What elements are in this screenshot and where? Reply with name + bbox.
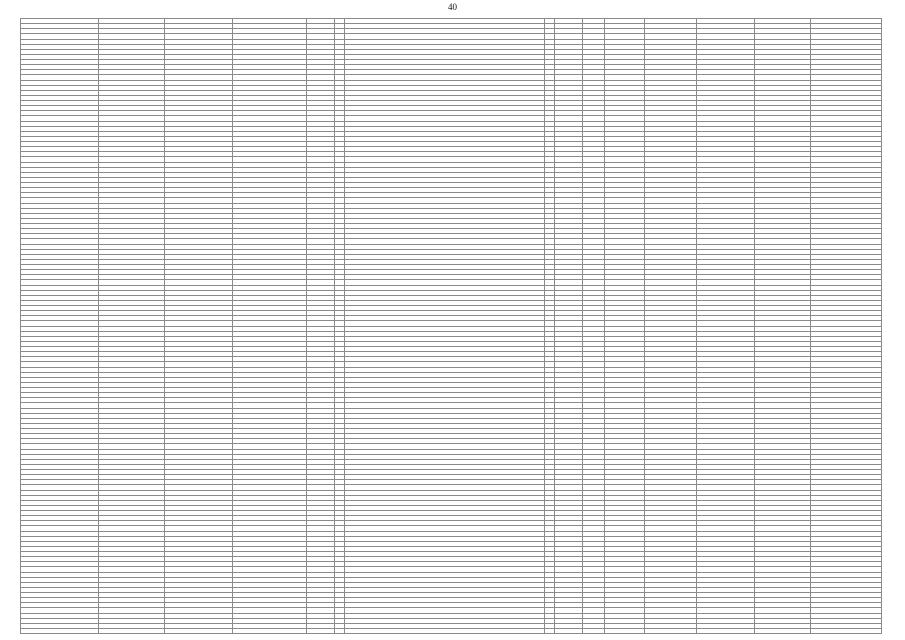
cell-col-5 (307, 628, 335, 633)
register-table (20, 18, 882, 634)
register-body (21, 19, 882, 634)
cell-col-9 (555, 628, 583, 633)
cell-col-8 (545, 628, 555, 633)
cell-col-1 (21, 628, 99, 633)
cell-col-2 (99, 628, 165, 633)
cell-col-14 (755, 628, 811, 633)
cell-col-6 (335, 628, 345, 633)
cell-col-13 (697, 628, 755, 633)
cell-col-4 (233, 628, 307, 633)
page-number: 40 (448, 2, 457, 12)
cell-col-7 (345, 628, 545, 633)
cell-col-10 (583, 628, 605, 633)
cell-col-12 (645, 628, 697, 633)
cell-col-3 (165, 628, 233, 633)
table-row (21, 628, 882, 633)
cell-col-15 (811, 628, 882, 633)
cell-col-11 (605, 628, 645, 633)
